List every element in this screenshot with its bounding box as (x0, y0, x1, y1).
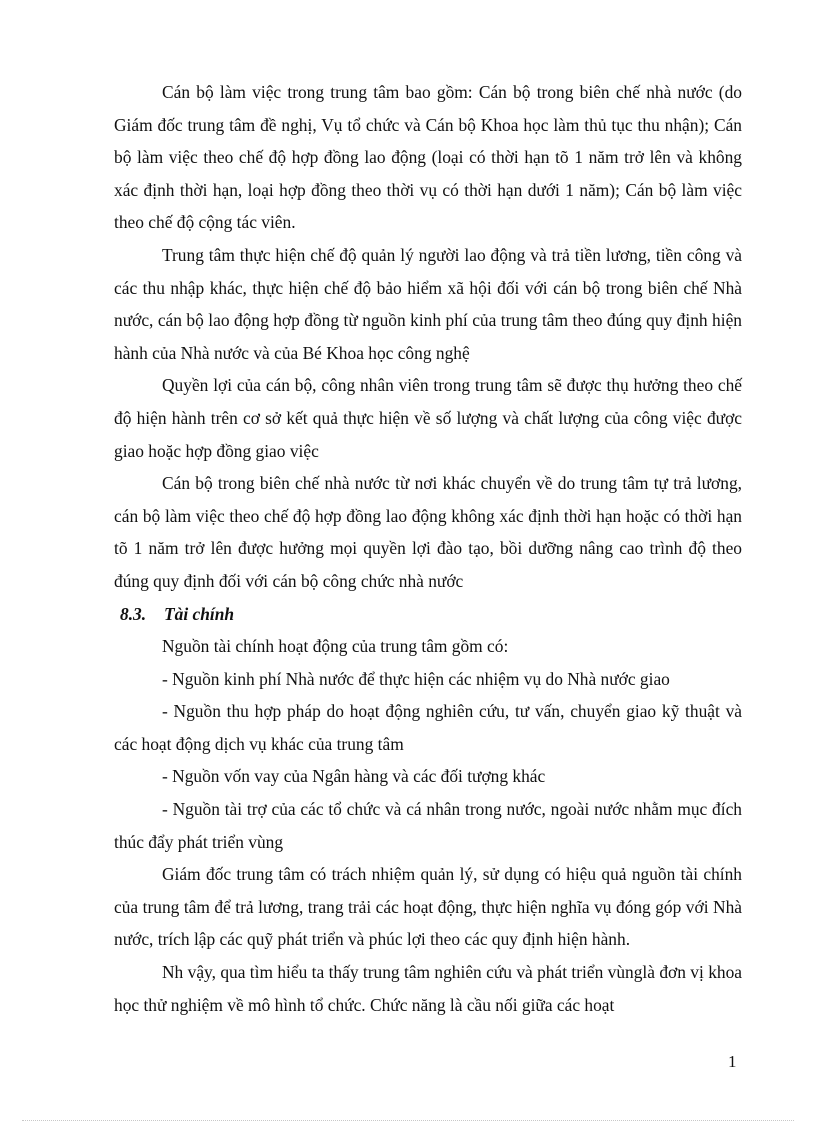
list-item-legal-revenue: - Nguồn thu hợp pháp do hoạt động nghiên cứu, tư vấn, chuyển giao kỹ thuật và các hoạt động dịch vụ khác của trung tâm (114, 701, 742, 754)
paragraph-labor-management: Trung tâm thực hiện chế độ quản lý người lao động và trả tiền lương, tiền công và các thu nhập khác, thực hiện chế độ bảo hiểm xã hội đối với cán bộ trong biên chế Nhà nước, cán bộ lao động hợp đồng từ nguồn kinh phí của trung tâm theo đúng quy định hiện hành của Nhà nước và của Bé Khoa học công nghệ (114, 244, 742, 363)
paragraph-conclusion: Nh vậy, qua tìm hiểu ta thấy trung tâm nghiên cứu và phát triển vùnglà đơn vị khoa học thử nghiệm về mô hình tổ chức. Chức năng là cầu nối giữa các hoạt (114, 962, 742, 1015)
document-page (114, 76, 742, 1021)
list-item-state-budget: - Nguồn kinh phí Nhà nước để thực hiện các nhiệm vụ do Nhà nước giao (162, 668, 670, 689)
section-heading-finance (114, 598, 742, 631)
section-number: 8.3. (120, 603, 147, 624)
page-number: 1 (728, 1052, 737, 1071)
section-title: Tài chính (164, 603, 235, 624)
paragraph-finance-intro: Nguồn tài chính hoạt động của trung tâm gồm có: (162, 636, 509, 657)
page-bottom-divider (22, 1120, 794, 1121)
paragraph-staff-benefits: Quyền lợi của cán bộ, công nhân viên trong trung tâm sẽ được thụ hưởng theo chế độ hiện hành trên cơ sở kết quả thực hiện về số lượng và chất lượng của công việc được giao hoặc hợp đồng giao việc (114, 375, 742, 461)
list-item-bank-loans: - Nguồn vốn vay của Ngân hàng và các đối tượng khác (162, 766, 546, 787)
list-item-sponsorship: - Nguồn tài trợ của các tổ chức và cá nhân trong nước, ngoài nước nhằm mục đích thúc đẩy phát triển vùng (114, 799, 742, 852)
paragraph-director-responsibility: Giám đốc trung tâm có trách nhiệm quản lý, sử dụng có hiệu quả nguồn tài chính của trung tâm để trả lương, trang trải các hoạt động, thực hiện nghĩa vụ đóng góp với Nhà nước, trích lập các quỹ phát triển và phúc lợi theo các quy định hiện hành. (114, 864, 742, 950)
paragraph-staff-composition: Cán bộ làm việc trong trung tâm bao gồm: Cán bộ trong biên chế nhà nước (do Giám đốc trung tâm đề nghị, Vụ tổ chức và Cán bộ Khoa học làm thủ tục thu nhận); Cán bộ làm việc theo chế độ hợp đồng lao động (loại có thời hạn tõ 1 năm trở lên và không xác định thời hạn, loại hợp đồng theo thời vụ có thời hạn dưới 1 năm); Cán bộ làm việc theo chế độ cộng tác viên. (114, 82, 742, 233)
paragraph-training-rights: Cán bộ trong biên chế nhà nước từ nơi khác chuyển về do trung tâm tự trả lương, cán bộ làm việc theo chế độ hợp đồng lao động không xác định thời hạn hoặc có thời hạn tõ 1 năm trở lên được hưởng mọi quyền lợi đào tạo, bồi dưỡng nâng cao trình độ theo đúng quy định đối với cán bộ công chức nhà nước (114, 473, 742, 591)
